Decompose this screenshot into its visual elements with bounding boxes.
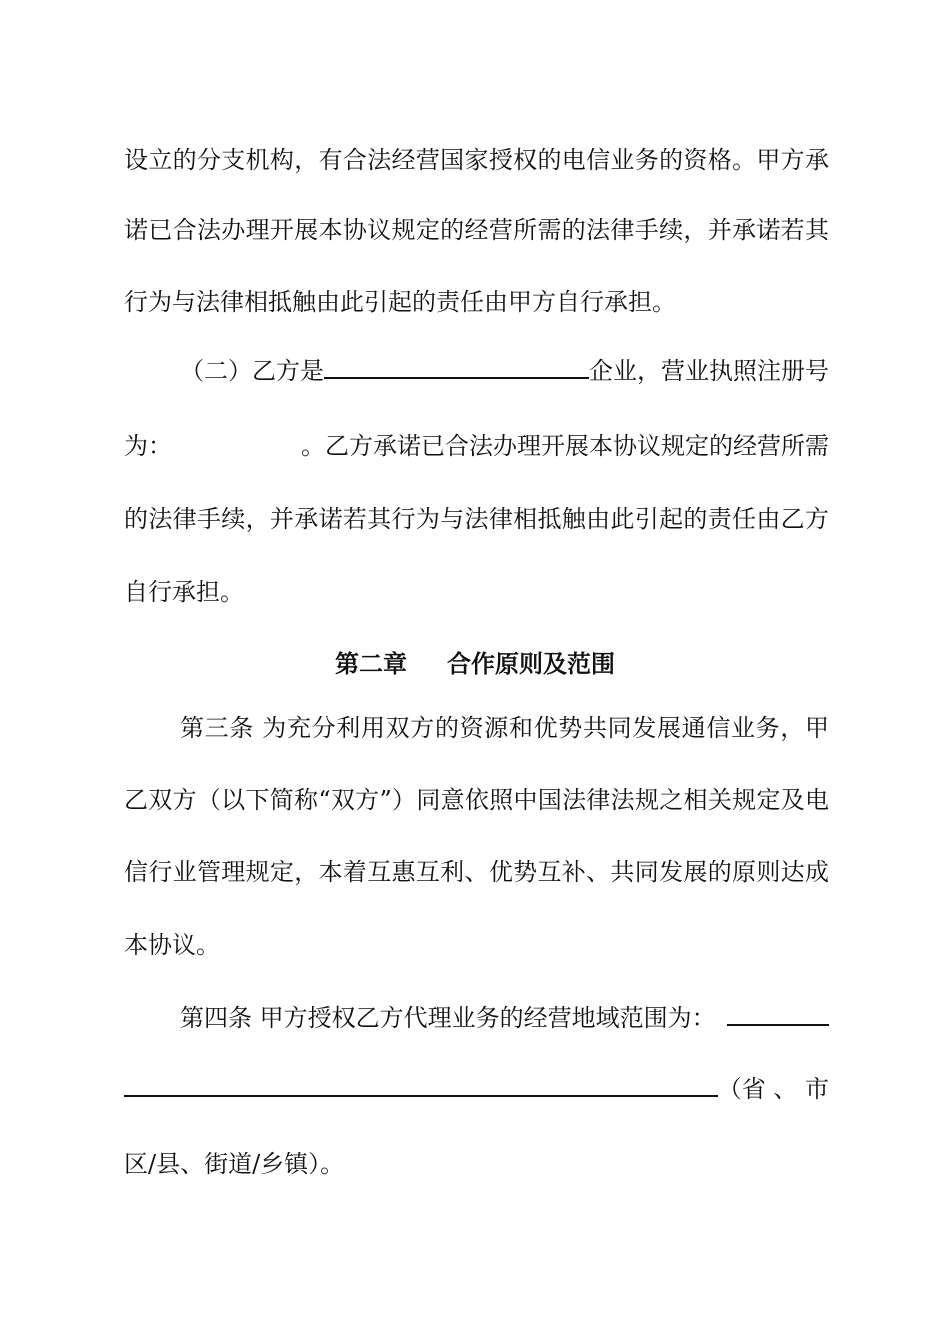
clause-two-after-blank: 企业，营业执照注册号: [589, 357, 829, 385]
article-4-suffix: （省 、 市: [717, 1075, 829, 1103]
clause-two-line2-prefix: 为：: [124, 432, 172, 460]
clause-two-line-4: 自行承担。: [124, 578, 244, 606]
clause-two-line-1: [180, 355, 829, 387]
clause-two-line-3: 的法律手续，并承诺若其行为与法律相抵触由此引起的责任由乙方: [124, 505, 829, 533]
clause-one-line-2: 诺已合法办理开展本协议规定的经营所需的法律手续，并承诺若其: [124, 216, 829, 244]
clause-one-line-3: 行为与法律相抵触由此引起的责任由甲方自行承担。: [124, 288, 676, 316]
chapter-heading: [0, 648, 950, 680]
region-blank-1: [727, 1024, 829, 1026]
article-3-line-2: 乙双方（以下简称“双方”）同意依照中国法律法规之相关规定及电: [124, 786, 829, 814]
chapter-title: 合作原则及范围: [447, 650, 615, 678]
clause-two-prefix: （二）乙方是: [180, 357, 324, 385]
article-3-line-3: 信行业管理规定，本着互惠互利、优势互补、共同发展的原则达成: [124, 858, 829, 886]
article-3-line-1: 第三条 为充分利用双方的资源和优势共同发展通信业务，甲: [180, 714, 829, 742]
region-blank-2: [124, 1095, 718, 1097]
clause-two-line-2: [124, 430, 829, 462]
clause-one-line-1: 设立的分支机构，有合法经营国家授权的电信业务的资格。甲方承: [124, 146, 829, 174]
article-4-text: 第四条 甲方授权乙方代理业务的经营地域范围为：: [180, 1004, 716, 1032]
article-4-line-2: [124, 1073, 829, 1105]
article-4-line-3: 区/县、街道/乡镇）。: [124, 1150, 345, 1178]
chapter-number: 第二章: [335, 650, 407, 678]
article-3-line-4: 本协议。: [124, 931, 220, 959]
party-b-enterprise-blank: [324, 377, 589, 379]
clause-two-line2-rest: 。乙方承诺已合法办理开展本协议规定的经营所需: [301, 432, 829, 460]
article-4-line-1: [180, 1002, 829, 1034]
